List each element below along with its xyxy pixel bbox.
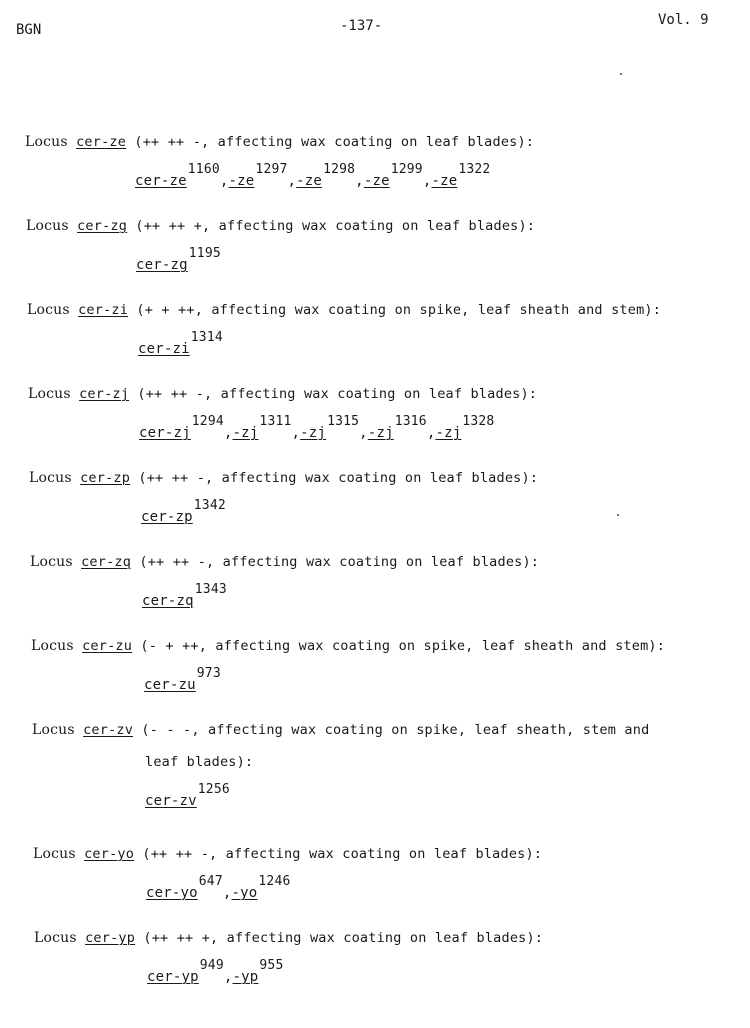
allele-number: 973 xyxy=(196,666,221,681)
locus-label: Locus xyxy=(27,302,70,318)
locus-description-continued: leaf blades): xyxy=(145,754,254,770)
locus-symbol: cer-zi xyxy=(78,302,129,318)
locus-heading xyxy=(29,470,538,486)
locus-heading xyxy=(32,722,649,738)
locus-heading xyxy=(28,386,537,402)
allele-symbol: -zj xyxy=(367,425,394,441)
header-left: BGN xyxy=(16,22,42,38)
locus-heading xyxy=(30,554,539,570)
scan-speck xyxy=(620,73,622,75)
locus-symbol: cer-ze xyxy=(76,134,127,150)
locus-entry-cer-zq xyxy=(30,554,539,609)
allele xyxy=(233,414,292,441)
locus-symbol: cer-yp xyxy=(85,930,136,946)
allele-symbol: -zj xyxy=(300,425,327,441)
allele-number: 949 xyxy=(199,958,224,973)
allele-number: 1294 xyxy=(191,414,224,429)
locus-label: Locus xyxy=(33,846,76,862)
allele-separator: , xyxy=(426,425,436,441)
volume-label: Vol. 9 xyxy=(658,12,709,28)
allele-list xyxy=(144,666,665,693)
allele xyxy=(435,414,494,441)
locus-label: Locus xyxy=(25,134,68,150)
locus-description: (++ ++ +, affecting wax coating on leaf blades): xyxy=(143,930,544,946)
allele-separator: , xyxy=(287,173,297,189)
allele-separator: , xyxy=(219,173,229,189)
allele-number: 647 xyxy=(198,874,223,889)
allele-separator: , xyxy=(422,173,432,189)
locus-entry-cer-zu xyxy=(31,638,665,693)
allele-symbol: cer-zj xyxy=(139,425,191,441)
allele xyxy=(146,874,223,901)
allele-list xyxy=(135,162,534,189)
locus-description: (++ ++ -, affecting wax coating on leaf blades): xyxy=(142,846,543,862)
allele-separator: , xyxy=(223,969,233,985)
allele-separator: , xyxy=(355,173,364,189)
allele xyxy=(142,582,227,609)
allele-number: 1322 xyxy=(458,162,491,177)
locus-label: Locus xyxy=(34,930,77,946)
locus-entry-cer-yo xyxy=(33,846,542,901)
locus-symbol: cer-zv xyxy=(83,722,134,738)
allele-number: 1299 xyxy=(390,162,423,177)
locus-label: Locus xyxy=(31,638,74,654)
locus-entry-cer-zv xyxy=(32,722,649,809)
locus-description: (- + ++, affecting wax coating on spike, leaf sheath and stem): xyxy=(140,638,666,654)
locus-heading xyxy=(31,638,665,654)
locus-label: Locus xyxy=(30,554,73,570)
allele-symbol: cer-zp xyxy=(141,509,193,525)
allele-number: 1314 xyxy=(190,330,223,345)
allele-number: 1315 xyxy=(327,414,360,429)
allele-symbol: -zj xyxy=(232,425,259,441)
allele xyxy=(232,874,291,901)
allele-symbol: cer-zu xyxy=(144,677,196,693)
allele xyxy=(145,782,230,809)
allele-number: 1298 xyxy=(323,162,356,177)
allele-symbol: cer-yo xyxy=(146,885,198,901)
allele-list xyxy=(138,330,661,357)
locus-label: Locus xyxy=(28,386,71,402)
allele-list xyxy=(136,246,535,273)
allele-number: 1160 xyxy=(187,162,220,177)
allele-symbol: -ze xyxy=(296,173,323,189)
allele-list xyxy=(141,498,538,525)
allele-symbol: cer-zq xyxy=(142,593,194,609)
locus-symbol: cer-zg xyxy=(77,218,128,234)
allele xyxy=(368,414,427,441)
allele-separator: , xyxy=(223,425,233,441)
allele xyxy=(135,162,220,189)
allele-symbol: cer-zi xyxy=(138,341,190,357)
allele-list xyxy=(145,782,649,809)
allele-symbol: cer-ze xyxy=(135,173,187,189)
allele-symbol: cer-zg xyxy=(136,257,188,273)
allele-separator: , xyxy=(222,885,232,901)
allele-symbol: -zj xyxy=(435,425,462,441)
locus-description: (+ + ++, affecting wax coating on spike, leaf sheath and stem): xyxy=(136,302,662,318)
locus-description: (++ ++ -, affecting wax coating on leaf blades): xyxy=(134,134,535,150)
locus-heading xyxy=(27,302,661,318)
locus-heading xyxy=(33,846,542,862)
allele-symbol: cer-yp xyxy=(147,969,199,985)
locus-entry-cer-zg xyxy=(26,218,535,273)
locus-symbol: cer-zp xyxy=(80,470,131,486)
locus-symbol: cer-zj xyxy=(79,386,130,402)
allele-symbol: -yp xyxy=(232,969,259,985)
locus-heading xyxy=(25,134,534,150)
locus-entry-cer-zp xyxy=(29,470,538,525)
locus-label: Locus xyxy=(29,470,72,486)
locus-label: Locus xyxy=(26,218,69,234)
locus-label: Locus xyxy=(32,722,75,738)
locus-entry-cer-yp xyxy=(34,930,543,985)
locus-symbol: cer-yo xyxy=(84,846,135,862)
allele-symbol: -ze xyxy=(431,173,458,189)
allele-list xyxy=(139,414,537,441)
allele-number: 1343 xyxy=(194,582,227,597)
allele-number: 1311 xyxy=(259,414,292,429)
allele xyxy=(233,958,284,985)
locus-description: (++ ++ +, affecting wax coating on leaf blades): xyxy=(135,218,536,234)
locus-symbol: cer-zq xyxy=(81,554,132,570)
allele-number: 1297 xyxy=(255,162,288,177)
locus-description: (++ ++ -, affecting wax coating on leaf blades): xyxy=(139,554,540,570)
locus-description: (++ ++ -, affecting wax coating on leaf blades): xyxy=(138,470,539,486)
allele xyxy=(144,666,221,693)
allele xyxy=(431,162,490,189)
allele-number: 1316 xyxy=(394,414,427,429)
locus-entry-cer-zj xyxy=(28,386,537,441)
allele-list xyxy=(146,874,542,901)
allele xyxy=(136,246,221,273)
locus-entry-cer-ze xyxy=(25,134,534,189)
scan-speck xyxy=(617,514,619,516)
allele-number: 1328 xyxy=(462,414,495,429)
allele-number: 1256 xyxy=(197,782,230,797)
allele-separator: , xyxy=(291,425,301,441)
allele-list xyxy=(147,958,543,985)
allele xyxy=(296,162,355,189)
allele-number: 1195 xyxy=(188,246,221,261)
allele xyxy=(141,498,226,525)
allele xyxy=(229,162,288,189)
allele xyxy=(138,330,223,357)
allele xyxy=(139,414,224,441)
locus-description: (- - -, affecting wax coating on spike, leaf sheath, stem and xyxy=(141,722,650,738)
locus-heading xyxy=(34,930,543,946)
allele-separator: , xyxy=(359,425,368,441)
allele-symbol: -yo xyxy=(231,885,258,901)
allele xyxy=(147,958,224,985)
allele xyxy=(300,414,359,441)
allele-symbol: -ze xyxy=(363,173,390,189)
page-number: -137- xyxy=(340,18,383,34)
locus-entry-cer-zi xyxy=(27,302,661,357)
locus-symbol: cer-zu xyxy=(82,638,133,654)
allele-number: 955 xyxy=(259,958,284,973)
allele-list xyxy=(142,582,539,609)
locus-description: (++ ++ -, affecting wax coating on leaf blades): xyxy=(137,386,538,402)
allele xyxy=(364,162,423,189)
locus-heading xyxy=(26,218,535,234)
allele-symbol: cer-zv xyxy=(145,793,197,809)
allele-number: 1246 xyxy=(258,874,291,889)
allele-symbol: -ze xyxy=(228,173,255,189)
allele-number: 1342 xyxy=(193,498,226,513)
